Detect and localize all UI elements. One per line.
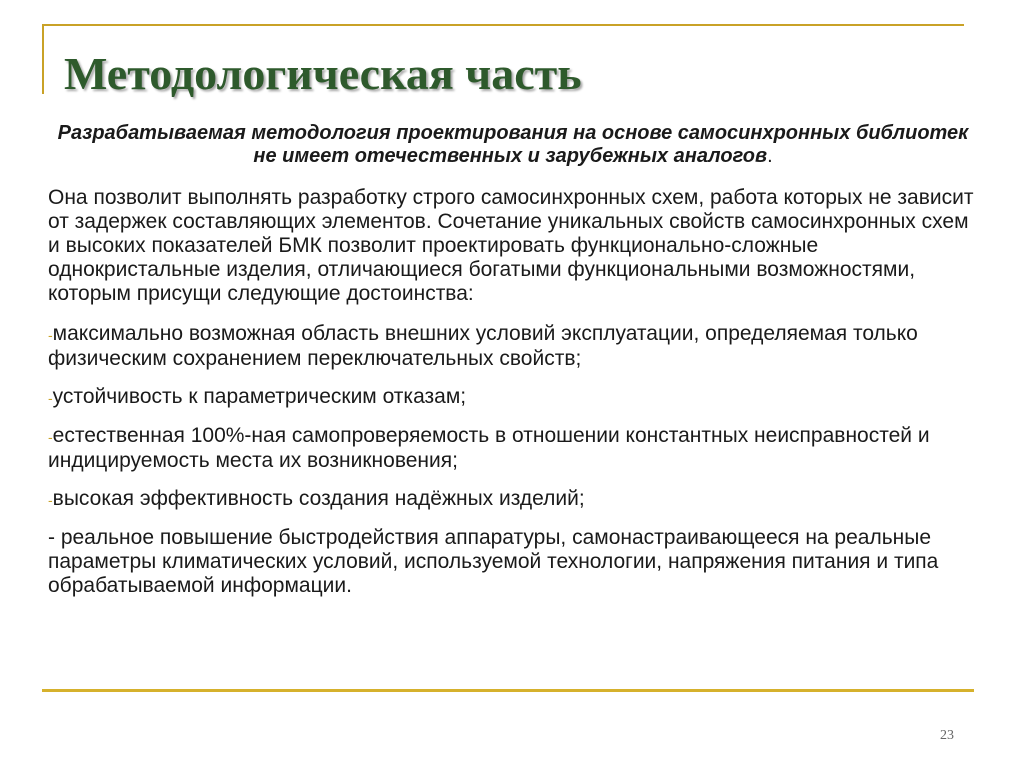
list-item xyxy=(48,424,978,473)
lead-text: Разрабатываемая методология проектирования на основе самосинхронных библиотек не имеет отечественных и зарубежных аналогов xyxy=(57,122,969,167)
last-list-item: - реальное повышение быстродействия аппаратуры, самонастраивающееся на реальные параметры климатических условий, используемой технологии, напряжения питания и типа обрабатываемой информации. xyxy=(48,526,939,597)
lead-period: . xyxy=(767,145,773,167)
body-paragraph: Она позволит выполнять разработку строго самосинхронных схем, работа которых не зависит от задержек составляющих элементов. Сочетание уникальных свойств самосинхронных схем и высоких показателей БМК позволит проектировать функционально-сложные однокристальные изделия, отличающиеся богатыми функциональными возможностями, которым присущи следующие достоинства: xyxy=(48,186,974,305)
list-item xyxy=(48,322,978,371)
list-item xyxy=(48,487,978,512)
list-item-text: высокая эффективность создания надёжных изделий; xyxy=(52,487,585,510)
dash-marker: - xyxy=(48,492,53,508)
list-item-text: максимально возможная область внешних условий эксплуатации, определяемая только физическим сохранением переключательных свойств; xyxy=(48,322,918,370)
list-item-text: устойчивость к параметрическим отказам; xyxy=(52,385,467,408)
dash-marker: - xyxy=(48,390,53,406)
dash-marker: - xyxy=(48,429,53,445)
top-rule xyxy=(42,24,964,26)
page-number: 23 xyxy=(940,728,954,743)
bottom-rule xyxy=(42,689,974,692)
lead-paragraph xyxy=(48,122,978,168)
left-rule xyxy=(42,24,44,94)
slide-title: Методологическая часть xyxy=(64,48,582,99)
list-item-text: естественная 100%-ная самопроверяемость в отношении константных неисправностей и индицируемость места их возникновения; xyxy=(48,424,930,472)
dash-marker: - xyxy=(48,327,53,343)
list-item xyxy=(48,385,978,410)
slide-content xyxy=(48,122,978,612)
